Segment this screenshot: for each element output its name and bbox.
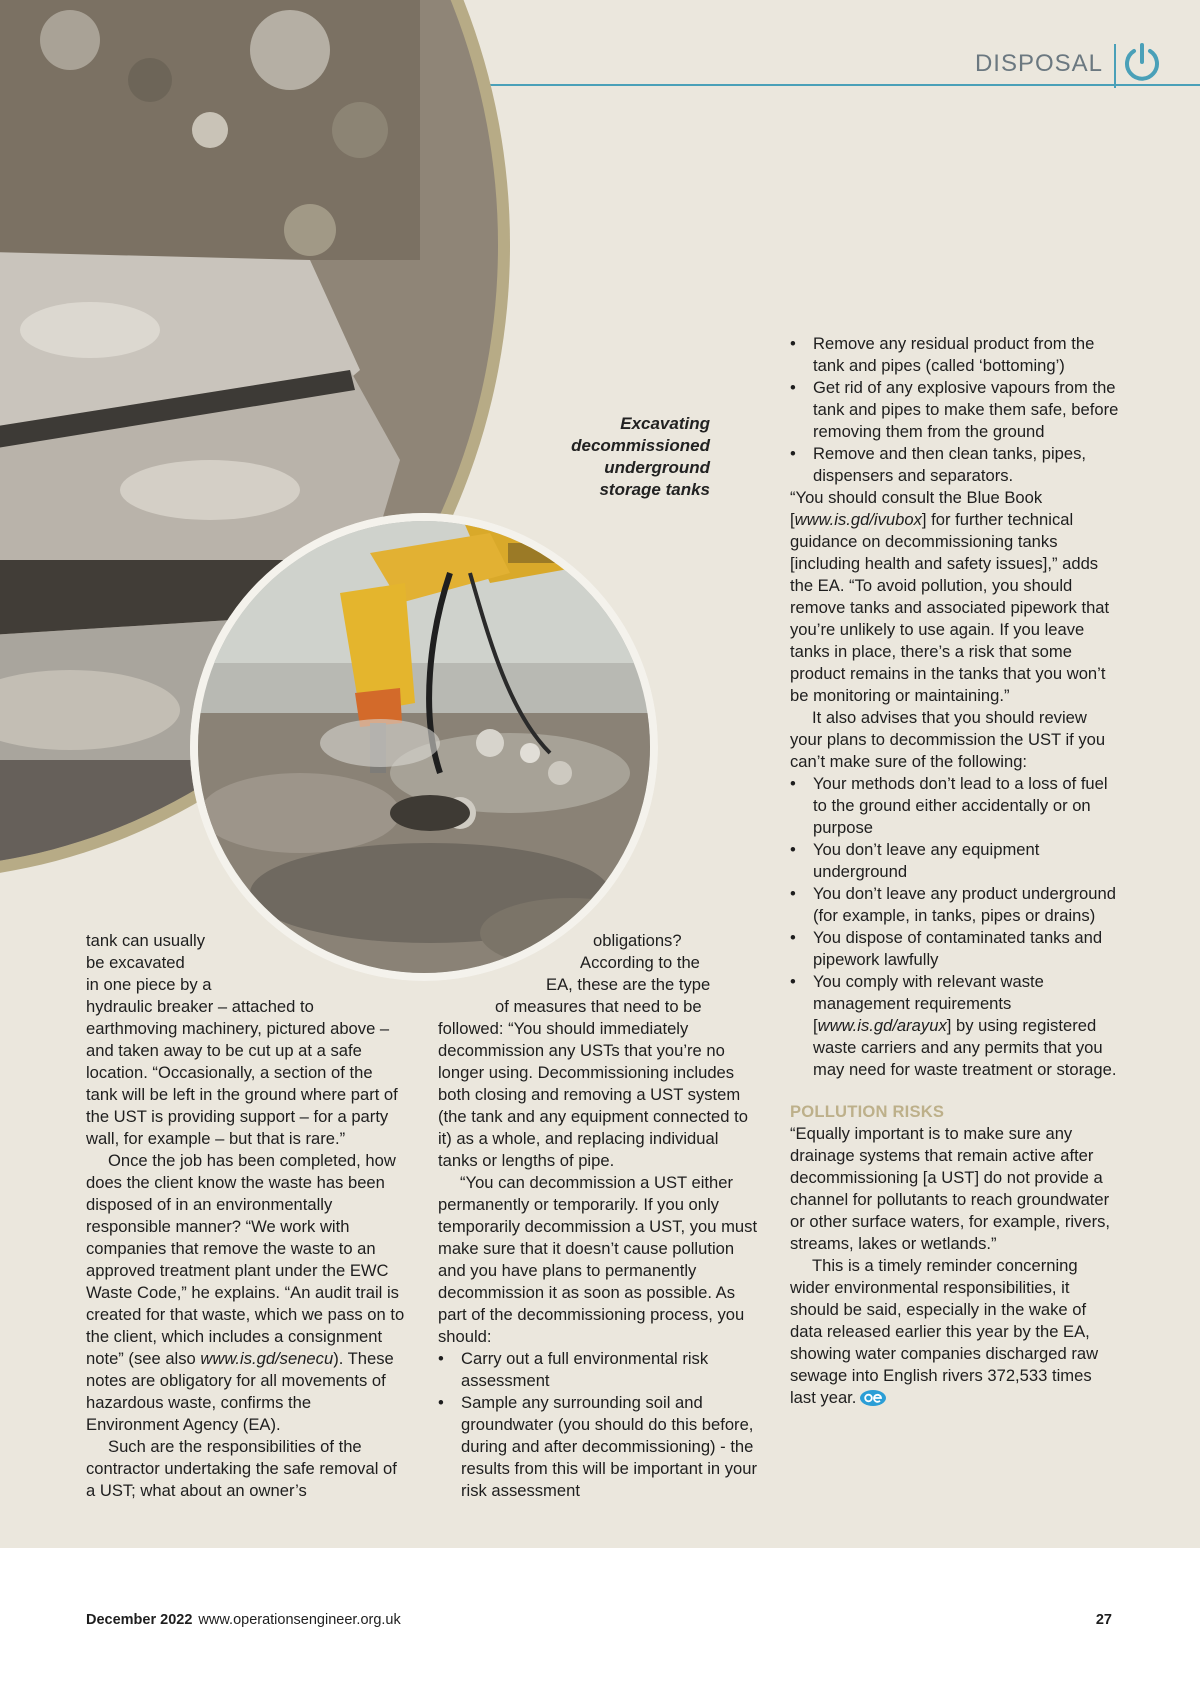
subheading-pollution-risks: POLLUTION RISKS [790, 1102, 945, 1121]
article-column-3 [790, 333, 1120, 1409]
list-item: • Get rid of any explosive vapours from the tank and pipes to make them safe, before removing them from the ground [790, 377, 1120, 443]
col1-paragraph-2-end: ). These notes are obligatory for all movements of hazardous waste, confirms the Environment Agency (EA). [86, 1349, 394, 1434]
list-item [790, 971, 1120, 1081]
senecu-link[interactable]: www.is.gd/senecu [200, 1349, 334, 1368]
col2-wrap-line: of measures that need to be [495, 997, 702, 1016]
oe-logo-icon [860, 1390, 886, 1406]
col3-paragraph-3: “Equally important is to make sure any drainage systems that remain active after decommissioning [a UST] do not provide a channel for pollutants to reach groundwater or other surface waters, for example, rivers, streams, lakes or wetlands.” [790, 1124, 1111, 1253]
col1-paragraph-3: Such are the responsibilities of the contractor undertaking the safe removal of a UST; what about an owner’s [86, 1437, 397, 1500]
caption-line: Excavating [620, 414, 710, 433]
article-column-1 [86, 930, 406, 1502]
arayux-link[interactable]: www.is.gd/arayux [817, 1016, 947, 1035]
col3-paragraph-1 [790, 487, 1120, 707]
list-item: • Your methods don’t lead to a loss of fuel to the ground either accidentally or on purpose [790, 773, 1120, 839]
col2-paragraph-2: “You can decommission a UST either permanently or temporarily. If you only temporarily decommission a UST, you must make sure that it doesn’t cause pollution and you have plans to permanently decommission it as soon as possible. As part of the decommissioning process, you should: [438, 1173, 758, 1346]
bullet-5-end: ] by using registered waste carriers and any permits that you may need for waste treatment or storage. [813, 1016, 1117, 1079]
col1-paragraph-2 [86, 1150, 406, 1436]
col2-wrap-line: obligations? [593, 931, 682, 950]
col1-wrap-line: in one piece by a [86, 975, 212, 994]
website-link[interactable]: www.operationsengineer.org.uk [198, 1612, 401, 1628]
list-item: • You don’t leave any equipment underground [790, 839, 1120, 883]
section-label: DISPOSAL [974, 50, 1103, 77]
hydraulic-breaker-excavator-photo [190, 513, 658, 981]
page-number: 27 [1095, 1612, 1112, 1628]
col3-bullet-list-2 [790, 773, 1120, 1081]
power-icon [1122, 42, 1162, 82]
col2-paragraph-1: followed: “You should immediately decommission any USTs that you’re no longer using. Decommissioning includes both closing and removing a UST system (the tank and any equipment connected to it) as a whole, and replacing individual tanks or lengths of pipe. [438, 1019, 748, 1170]
list-item: • Remove and then clean tanks, pipes, dispensers and separators. [790, 443, 1120, 487]
caption-line: decommissioned [571, 436, 710, 455]
col3-paragraph-4-text: This is a timely reminder concerning wider environmental responsibilities, it should be said, especially in the wake of data released earlier this year by the EA, showing water companies discharged raw sewage into English rivers 372,533 times last year. [790, 1256, 1099, 1407]
col3-paragraph-4 [790, 1255, 1120, 1409]
col3-bullet-list-1 [790, 333, 1120, 487]
list-item: • Sample any surrounding soil and groundwater (you should do this before, during and after decommissioning) - the results from this will be important in your risk assessment [438, 1392, 762, 1502]
footer [86, 1612, 401, 1628]
col3-paragraph-1-end: ] for further technical guidance on decommissioning tanks [including health and safety issues],” adds the EA. “To avoid pollution, you should remove tanks and associated pipework that you’re unlikely to use again. If you leave tanks in place, there’s a risk that some product remains in the tanks that you won’t be monitoring or maintaining.” [790, 510, 1110, 705]
col1-wrap-line: be excavated [86, 953, 185, 972]
col3-paragraph-2: It also advises that you should review your plans to decommission the UST if you can’t make sure of the following: [790, 708, 1106, 771]
col1-wrap-line: tank can usually [86, 931, 205, 950]
header-divider [1114, 44, 1116, 88]
list-item: • You dispose of contaminated tanks and pipework lawfully [790, 927, 1120, 971]
col2-wrap-line: According to the [580, 953, 700, 972]
col2-bullet-list [438, 1348, 762, 1502]
list-item: • Remove any residual product from the tank and pipes (called ‘bottoming’) [790, 333, 1120, 377]
article-column-2 [438, 930, 762, 1502]
list-item: • Carry out a full environmental risk assessment [438, 1348, 762, 1392]
col3-paragraph-1-start: “You should consult the Blue Book [ [790, 488, 1043, 529]
col2-wrap-line: EA, these are the type [546, 975, 711, 994]
list-item: • You don’t leave any product underground (for example, in tanks, pipes or drains) [790, 883, 1120, 927]
ivubox-link[interactable]: www.is.gd/ivubox [794, 510, 922, 529]
caption-line: storage tanks [599, 480, 710, 499]
bullet-5-start: You comply with relevant waste management requirements [ [813, 972, 1044, 1035]
caption-line: underground [604, 458, 710, 477]
issue-date: December 2022 [86, 1612, 193, 1628]
photo-caption [540, 413, 710, 501]
col1-paragraph-2-text: Once the job has been completed, how does the client know the waste has been disposed of in an environmentally responsible manner? “We work with companies that remove the waste to an approved treatment plant under the EWC Waste Code,” he explains. “An audit trail is created for that waste, which we pass on to the client, which includes a consignment note” (see also [86, 1151, 405, 1368]
col1-paragraph-1: hydraulic breaker – attached to earthmoving machinery, pictured above – and taken away to be cut up at a safe location. “Occasionally, a section of the tank will be left in the ground where part of the UST is providing support – for a party wall, for example – but that is rare.” [86, 997, 398, 1148]
